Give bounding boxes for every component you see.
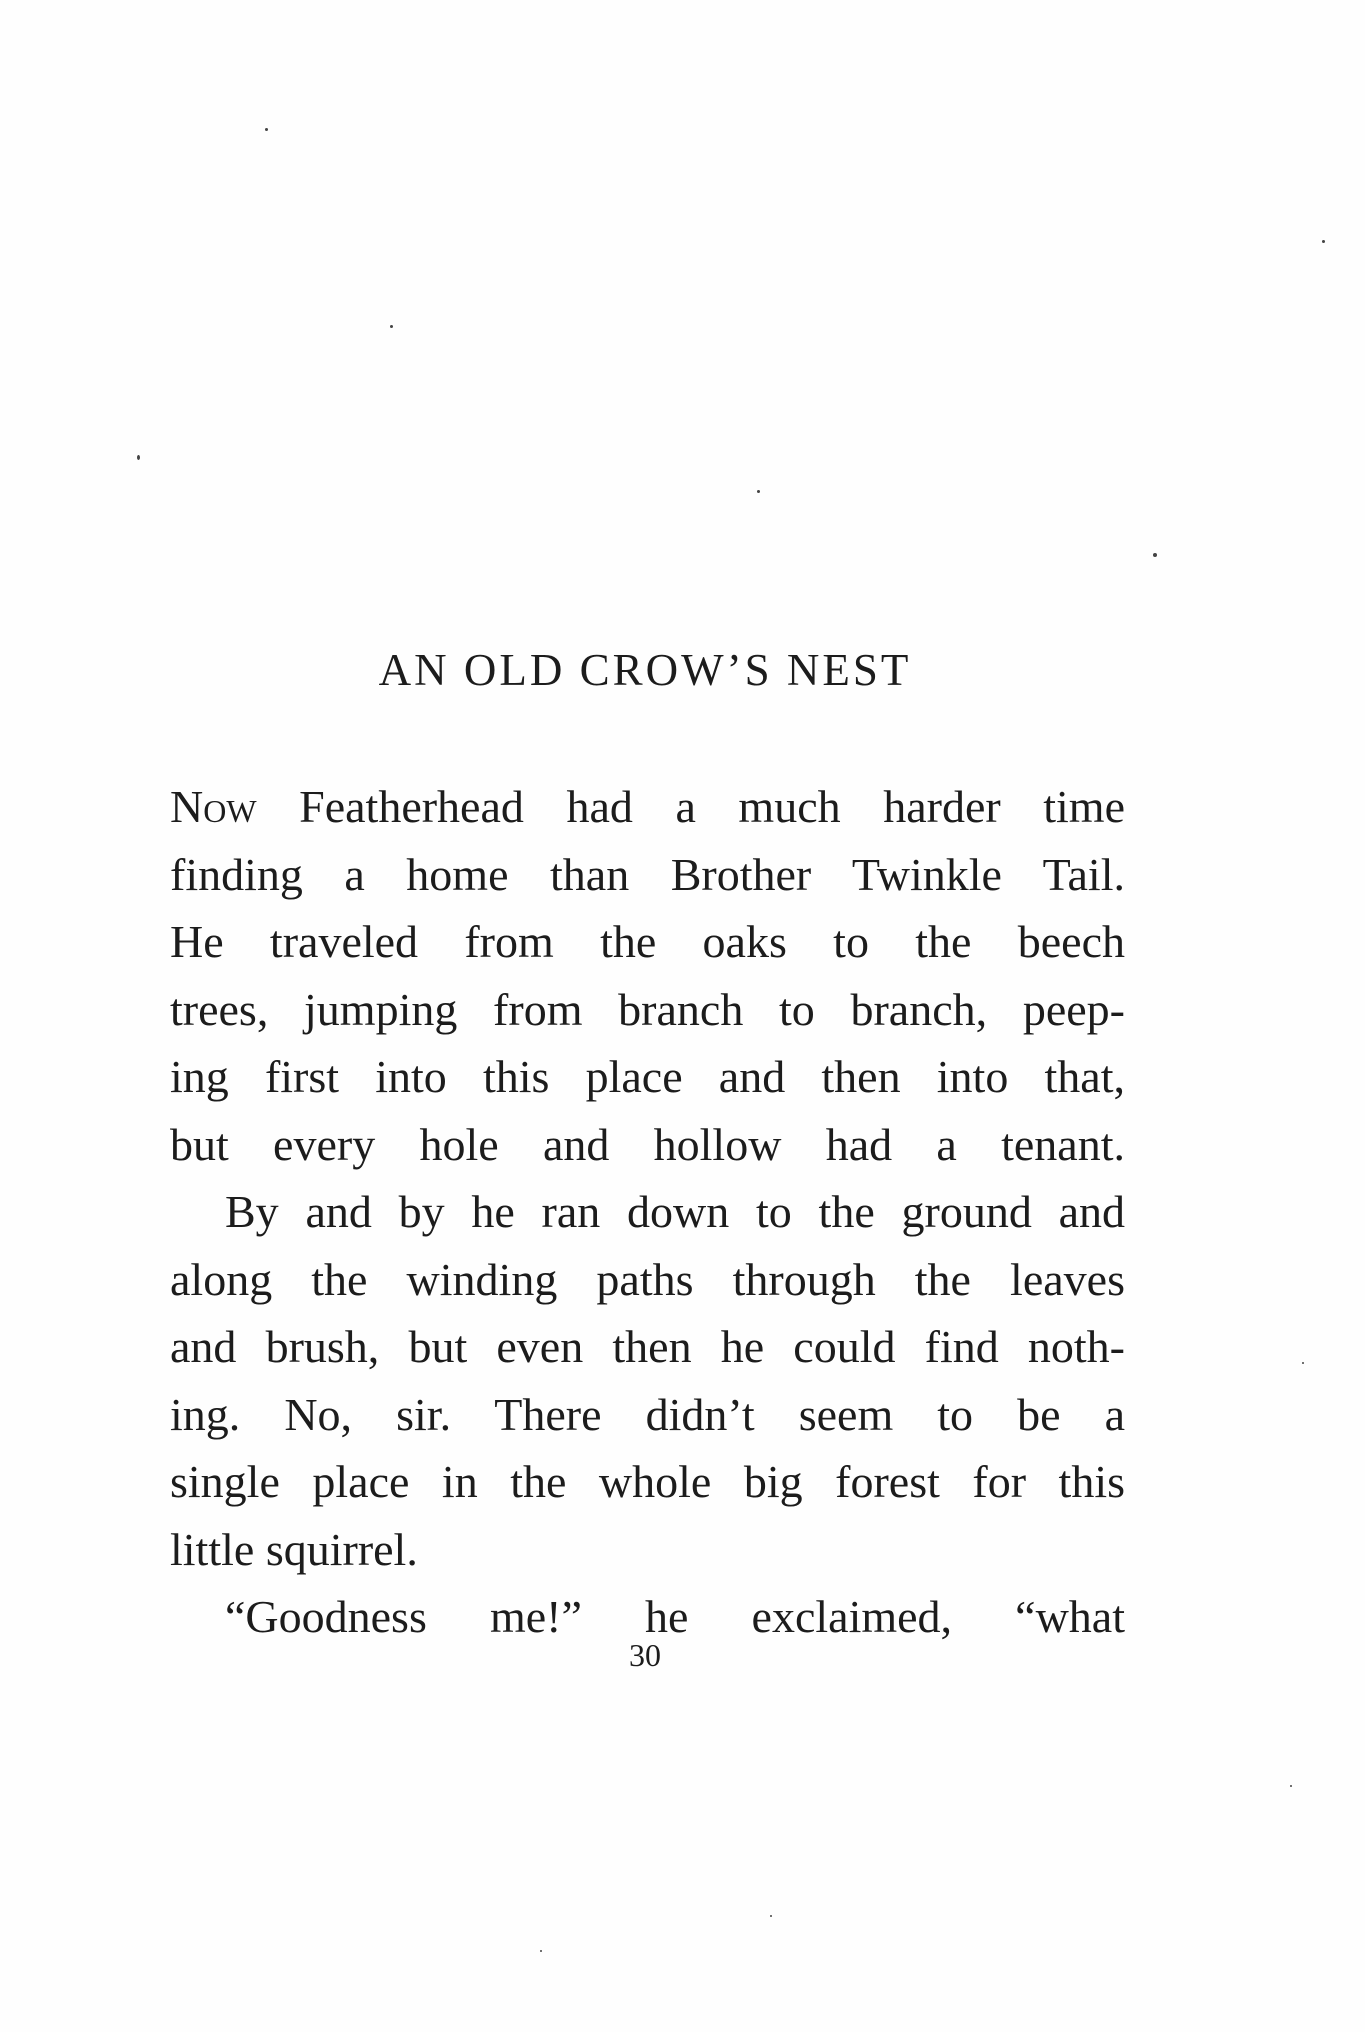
paragraph-1-line-1 (170, 773, 1125, 841)
body-text (170, 773, 1125, 1651)
scan-speck (265, 128, 268, 131)
paragraph-2-line-3: and brush, but even then he could find noth- (170, 1321, 1125, 1372)
paragraph-2-line-2: along the winding paths through the leaves (170, 1253, 1125, 1305)
page-number: 30 (629, 1637, 661, 1673)
scan-speck (137, 455, 140, 460)
scan-speck (1302, 1362, 1304, 1364)
scan-speck (757, 490, 760, 493)
scan-speck (1290, 1785, 1292, 1787)
scan-speck (1322, 240, 1325, 243)
scan-speck (390, 325, 393, 328)
paragraph-1-line-4: trees, jumping from branch to branch, peep- (170, 983, 1125, 1035)
paragraph-1-line-6: but every hole and hollow had a tenant. (170, 1118, 1125, 1170)
paragraph-2-line-6: little squirrel. (170, 1523, 418, 1575)
scan-speck (1153, 553, 1157, 557)
text-line: Featherhead had a much harder time (299, 781, 1126, 832)
lead-word: Now (170, 781, 257, 832)
paragraph-2-line-5: single place in the whole big forest for this (170, 1456, 1125, 1507)
paragraph-2-line-1: By and by he ran down to the ground and (225, 1186, 1125, 1237)
chapter-title: AN OLD CROW’S NEST (378, 645, 912, 695)
scan-speck (770, 1915, 772, 1917)
paragraph-3-line-1: “Goodness me!” he exclaimed, “what (225, 1591, 1125, 1642)
scan-speck (540, 1950, 542, 1952)
paragraph-1-line-5: ing first into this place and then into that, (170, 1051, 1125, 1102)
paragraph-2-line-4: ing. No, sir. There didn’t seem to be a (170, 1388, 1125, 1440)
paragraph-1-line-3: He traveled from the oaks to the beech (170, 916, 1125, 967)
paragraph-1-line-2: finding a home than Brother Twinkle Tail. (170, 848, 1125, 900)
